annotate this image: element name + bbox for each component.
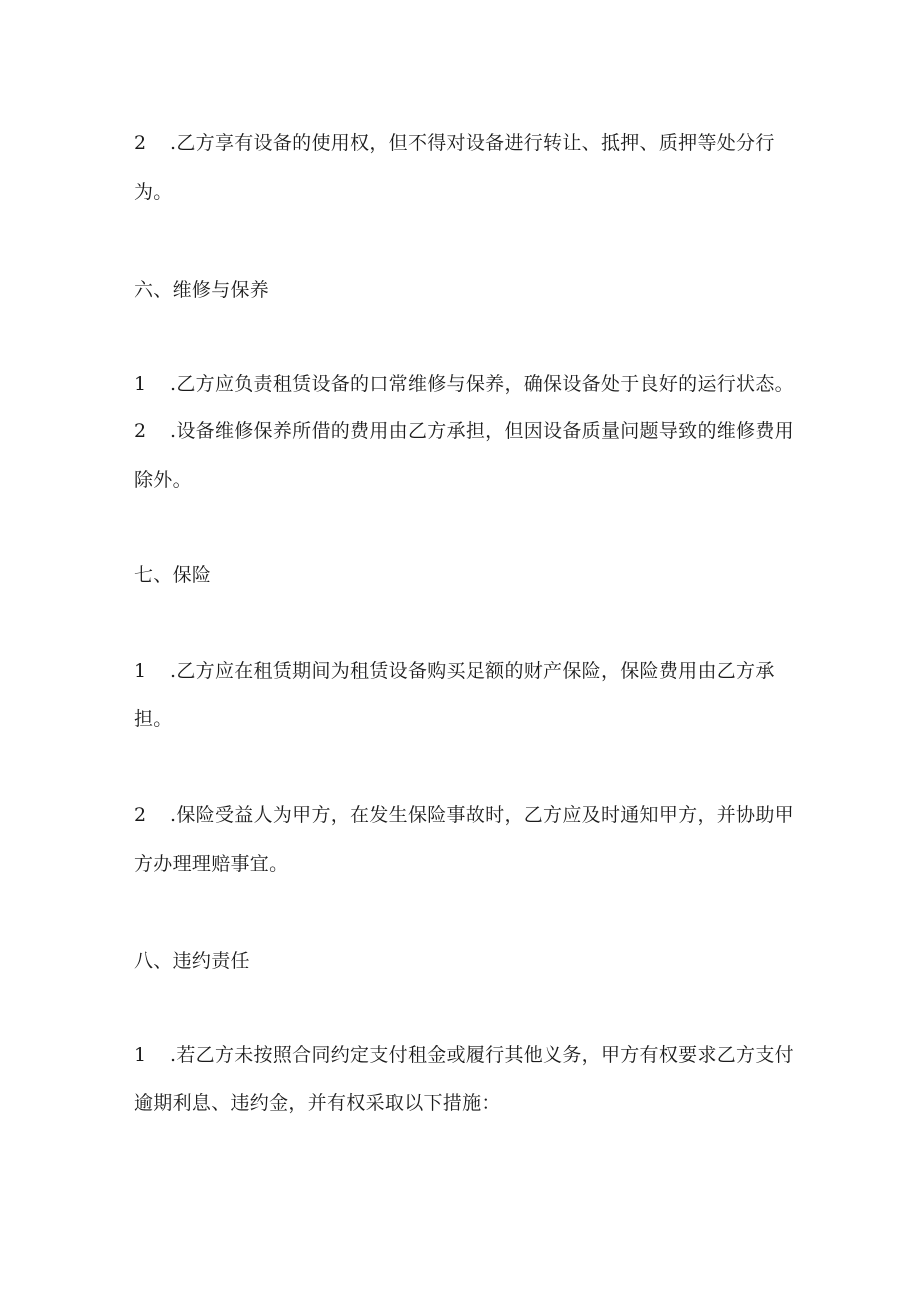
clause-number: 2 bbox=[134, 132, 147, 154]
clause-number: 1 bbox=[134, 1044, 147, 1066]
clause-6-2-line-2 bbox=[134, 180, 173, 204]
clause-text: 方办理理赔事宜。 bbox=[134, 853, 289, 875]
clause-text: .乙方享有设备的使用权，但不得对设备进行转让、抵押、质押等处分行 bbox=[170, 132, 775, 154]
insurance-clause-1-line-2 bbox=[134, 707, 173, 731]
maintenance-clause-2-line-2 bbox=[134, 468, 192, 492]
clause-text: .乙方应在租赁期间为租赁设备购买足额的财产保险，保险费用由乙方承 bbox=[170, 660, 775, 682]
clause-text: .保险受益人为甲方，在发生保险事故时，乙方应及时通知甲方，并协助甲 bbox=[170, 804, 794, 826]
insurance-clause-1-line-1 bbox=[134, 659, 775, 683]
clause-text: 除外。 bbox=[134, 469, 192, 491]
clause-number: 1 bbox=[134, 660, 147, 682]
clause-text: 逾期利息、违约金，并有权采取以下措施： bbox=[134, 1092, 501, 1114]
clause-number: 2 bbox=[134, 804, 147, 826]
liability-clause-1-line-1 bbox=[134, 1043, 794, 1067]
maintenance-clause-1 bbox=[134, 372, 794, 396]
liability-clause-1-line-2 bbox=[134, 1091, 501, 1115]
clause-text: .若乙方未按照合同约定支付租金或履行其他义务，甲方有权要求乙方支付 bbox=[170, 1044, 794, 1066]
clause-text: .乙方应负责租赁设备的口常维修与保养，确保设备处于良好的运行状态。 bbox=[170, 373, 794, 395]
section-heading-text: 八、违约责任 bbox=[134, 950, 250, 972]
maintenance-clause-2-line-1 bbox=[134, 419, 794, 443]
clause-text: 为。 bbox=[134, 181, 173, 203]
clause-text: 担。 bbox=[134, 708, 173, 730]
section-heading-maintenance bbox=[134, 278, 269, 302]
insurance-clause-2-line-1 bbox=[134, 803, 794, 827]
section-heading-text: 六、维修与保养 bbox=[134, 279, 270, 301]
clause-6-2-line-1 bbox=[134, 131, 775, 155]
section-heading-text: 七、保险 bbox=[134, 564, 212, 586]
clause-text: .设备维修保养所借的费用由乙方承担，但因设备质量问题导致的维修费用 bbox=[170, 420, 794, 442]
clause-number: 1 bbox=[134, 373, 147, 395]
section-heading-insurance bbox=[134, 563, 211, 587]
clause-number: 2 bbox=[134, 420, 147, 442]
insurance-clause-2-line-2 bbox=[134, 852, 288, 876]
section-heading-liability bbox=[134, 949, 250, 973]
